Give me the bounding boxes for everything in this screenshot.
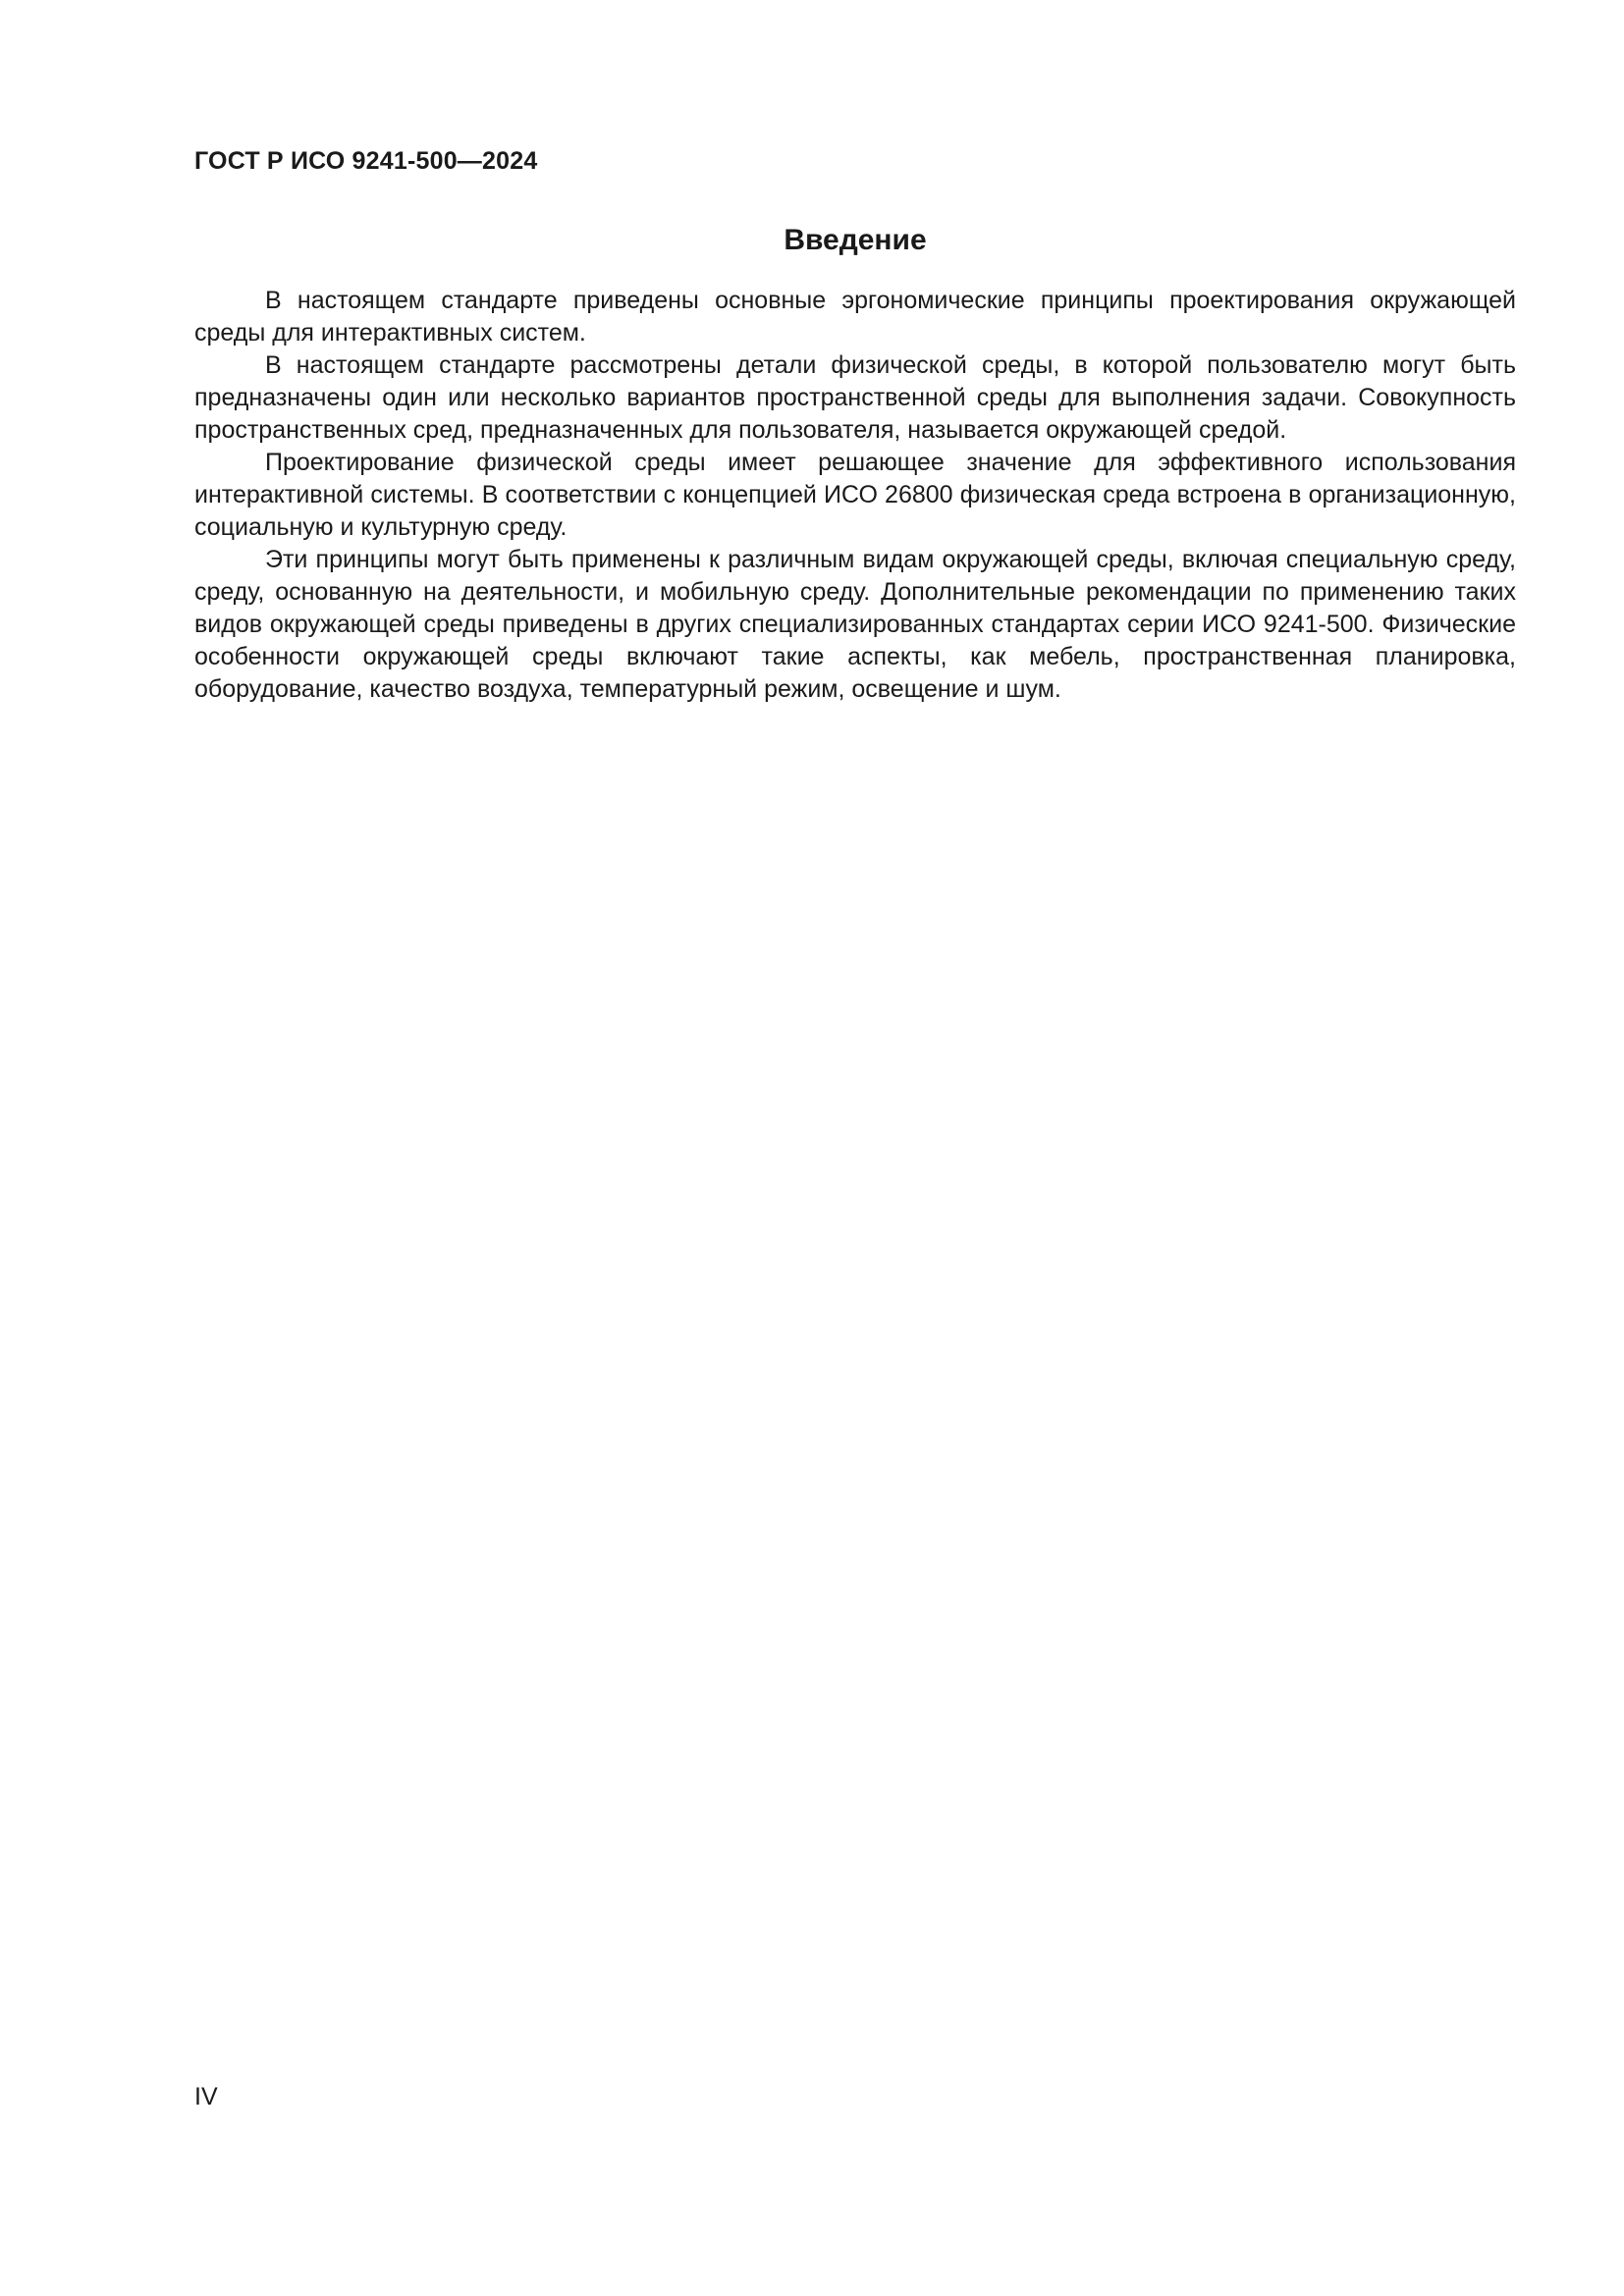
paragraph-3: Проектирование физической среды имеет решающее значение для эффективного использования интерактивной системы. В соответствии с концепцией ИСО 26800 физическая среда встроена в организационную, социальную и культурную среду. <box>194 449 1516 541</box>
page-number: IV <box>194 2083 218 2110</box>
section-title: Введение <box>784 224 927 256</box>
paragraph-1: В настоящем стандарте приведены основные эргономические принципы проектирования окружающей среды для интерактивных систем. <box>194 287 1516 347</box>
paragraph-4: Эти принципы могут быть применены к различным видам окружающей среды, включая специальную среду, среду, основанную на деятельности, и мобильную среду. Дополнительные рекомендации по применению таких видов окружающей среды приведены в других специализированных стандартах серии ИСО 9241-500. Физические особенности окружающей среды включают такие аспекты, как мебель, пространственная планировка, оборудование, качество воздуха, температурный режим, освещение и шум. <box>194 546 1516 703</box>
body-text <box>194 285 1516 706</box>
document-code-header: ГОСТ Р ИСО 9241-500—2024 <box>194 147 538 175</box>
paragraph-2: В настоящем стандарте рассмотрены детали физической среды, в которой пользователю могут быть предназначены один или несколько вариантов пространственной среды для выполнения задачи. Совокупность пространственных сред, предназначенных для пользователя, называется окружающей средой. <box>194 351 1516 444</box>
